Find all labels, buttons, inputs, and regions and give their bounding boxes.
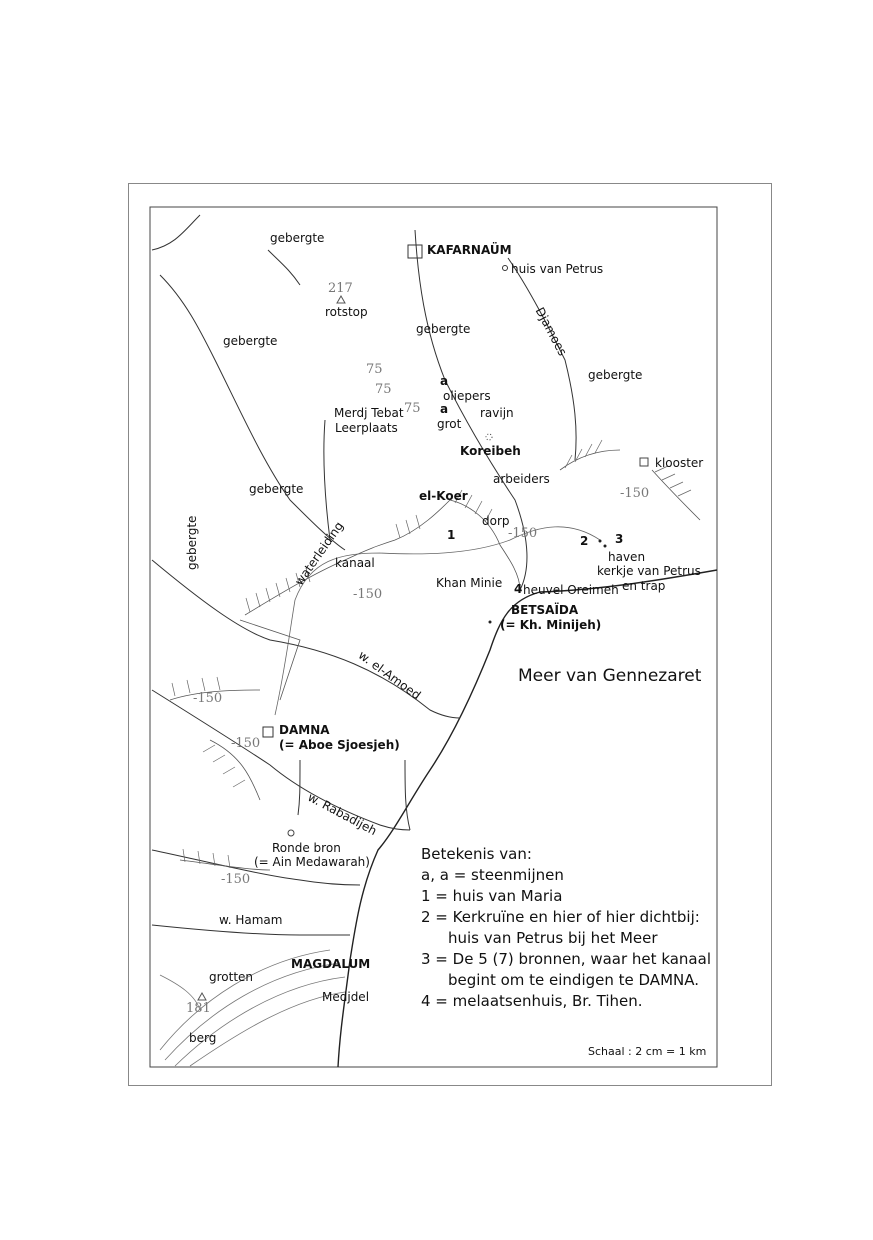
elevation-217: 217 xyxy=(328,281,353,296)
legend-title: Betekenis van: xyxy=(421,845,532,863)
label-waterleiding: waterleiding xyxy=(292,519,347,589)
label-meer-van-gennezaret: Meer van Gennezaret xyxy=(518,666,702,686)
label-djamoes: Djamoes xyxy=(532,305,570,359)
label-oliepers: oliepers xyxy=(443,389,491,403)
legend-item-1: 1 = huis van Maria xyxy=(421,887,563,905)
damna-symbol xyxy=(263,727,273,737)
label-magdalum: MAGDALUM xyxy=(291,957,371,971)
label-kh-minijeh: (= Kh. Minijeh) xyxy=(500,618,602,632)
marker-3: 3 xyxy=(615,532,624,546)
label-heuvel-oreimeh: heuvel Oreimeh xyxy=(523,583,619,597)
elevation-181: 181 xyxy=(186,1001,211,1016)
legend-item-4: 4 = melaatsenhuis, Br. Tihen. xyxy=(421,992,643,1010)
elevation-150-a: -150 xyxy=(620,486,650,501)
label-kerkje-van-petrus: kerkje van Petrus xyxy=(597,564,701,578)
marker-a-1: a xyxy=(440,374,449,388)
elevation-75-c: 75 xyxy=(404,401,421,416)
legend-item-3-cont: begint om te eindigen te DAMNA. xyxy=(448,971,700,989)
label-gebergte-2: gebergte xyxy=(223,334,278,348)
label-khan-minie: Khan Minie xyxy=(436,576,503,590)
bron-dot-1 xyxy=(599,540,602,543)
hachures xyxy=(170,450,700,870)
label-gebergte-3: gebergte xyxy=(416,322,471,336)
label-gebergte-4: gebergte xyxy=(588,368,643,382)
scale-bar-label: Schaal : 2 cm = 1 km xyxy=(588,1045,707,1058)
marker-4: 4 xyxy=(514,582,523,596)
label-el-koer: el-Koer xyxy=(419,489,468,503)
berg-triangle xyxy=(198,993,206,1000)
label-ronde-bron: Ronde bron xyxy=(272,841,341,855)
label-aboe-sjoesjeh: (= Aboe Sjoesjeh) xyxy=(279,738,400,752)
label-rotstop: rotstop xyxy=(325,305,368,319)
label-damna: DAMNA xyxy=(279,723,330,737)
label-w-hamam: w. Hamam xyxy=(219,913,283,927)
label-ain-medawarah: (= Ain Medawarah) xyxy=(254,855,370,869)
label-w-rabadijeh: w. Rabadijeh xyxy=(305,790,380,839)
label-en-trap: en trap xyxy=(622,579,666,593)
bron-dot-2 xyxy=(604,545,607,548)
label-w-el-amoed: w. el-Amoed xyxy=(355,648,424,703)
label-gebergte-1: gebergte xyxy=(270,231,325,245)
elevation-150-f: -150 xyxy=(221,872,251,887)
elevation-75-a: 75 xyxy=(366,362,383,377)
label-merdj-tebat: Merdj Tebat xyxy=(334,406,404,420)
legend-item-a: a, a = steenmijnen xyxy=(421,866,564,884)
label-grot: grot xyxy=(437,417,462,431)
kafarnaum-symbol xyxy=(408,245,422,258)
rotstop-triangle xyxy=(337,296,345,303)
elevation-150-b: -150 xyxy=(508,526,538,541)
label-koreibeh: Koreibeh xyxy=(460,444,521,458)
label-betsaida: BETSAÏDA xyxy=(511,603,579,617)
label-medjdel: Medjdel xyxy=(322,990,370,1004)
label-leerplaats: Leerplaats xyxy=(335,421,398,435)
legend-item-2-cont: huis van Petrus bij het Meer xyxy=(448,929,658,947)
map-legend xyxy=(421,844,711,1012)
label-ravijn: ravijn xyxy=(480,406,514,420)
marker-a-2: a xyxy=(440,402,449,416)
koreibeh-dots xyxy=(486,434,492,440)
label-arbeiders: arbeiders xyxy=(493,472,550,486)
elevation-75-b: 75 xyxy=(375,382,392,397)
huis-van-petrus-dot xyxy=(503,266,508,271)
label-grotten: grotten xyxy=(209,970,254,984)
label-huis-van-petrus: huis van Petrus xyxy=(511,262,604,276)
legend-item-2: 2 = Kerkruïne en hier of hier dichtbij: xyxy=(421,908,700,926)
label-gebergte-6: gebergte xyxy=(185,515,199,570)
marker-1: 1 xyxy=(447,528,456,542)
label-gebergte-5: gebergte xyxy=(249,482,304,496)
betsaida-dot xyxy=(489,621,492,624)
label-haven: haven xyxy=(608,550,646,564)
hachure-ticks xyxy=(172,440,691,868)
ronde-bron-circle xyxy=(288,830,294,836)
label-kafarnaum: KAFARNAÜM xyxy=(427,243,512,257)
legend-item-3: 3 = De 5 (7) bronnen, waar het kanaal xyxy=(421,950,711,968)
elevation-150-c: -150 xyxy=(353,587,383,602)
label-kanaal: kanaal xyxy=(335,556,375,570)
elevation-150-d: -150 xyxy=(193,691,223,706)
label-klooster: klooster xyxy=(655,456,704,470)
marker-2: 2 xyxy=(580,534,589,548)
klooster-symbol xyxy=(640,458,648,466)
label-berg: berg xyxy=(189,1031,217,1045)
label-dorp: dorp xyxy=(482,514,510,528)
elevation-150-e: -150 xyxy=(231,736,261,751)
